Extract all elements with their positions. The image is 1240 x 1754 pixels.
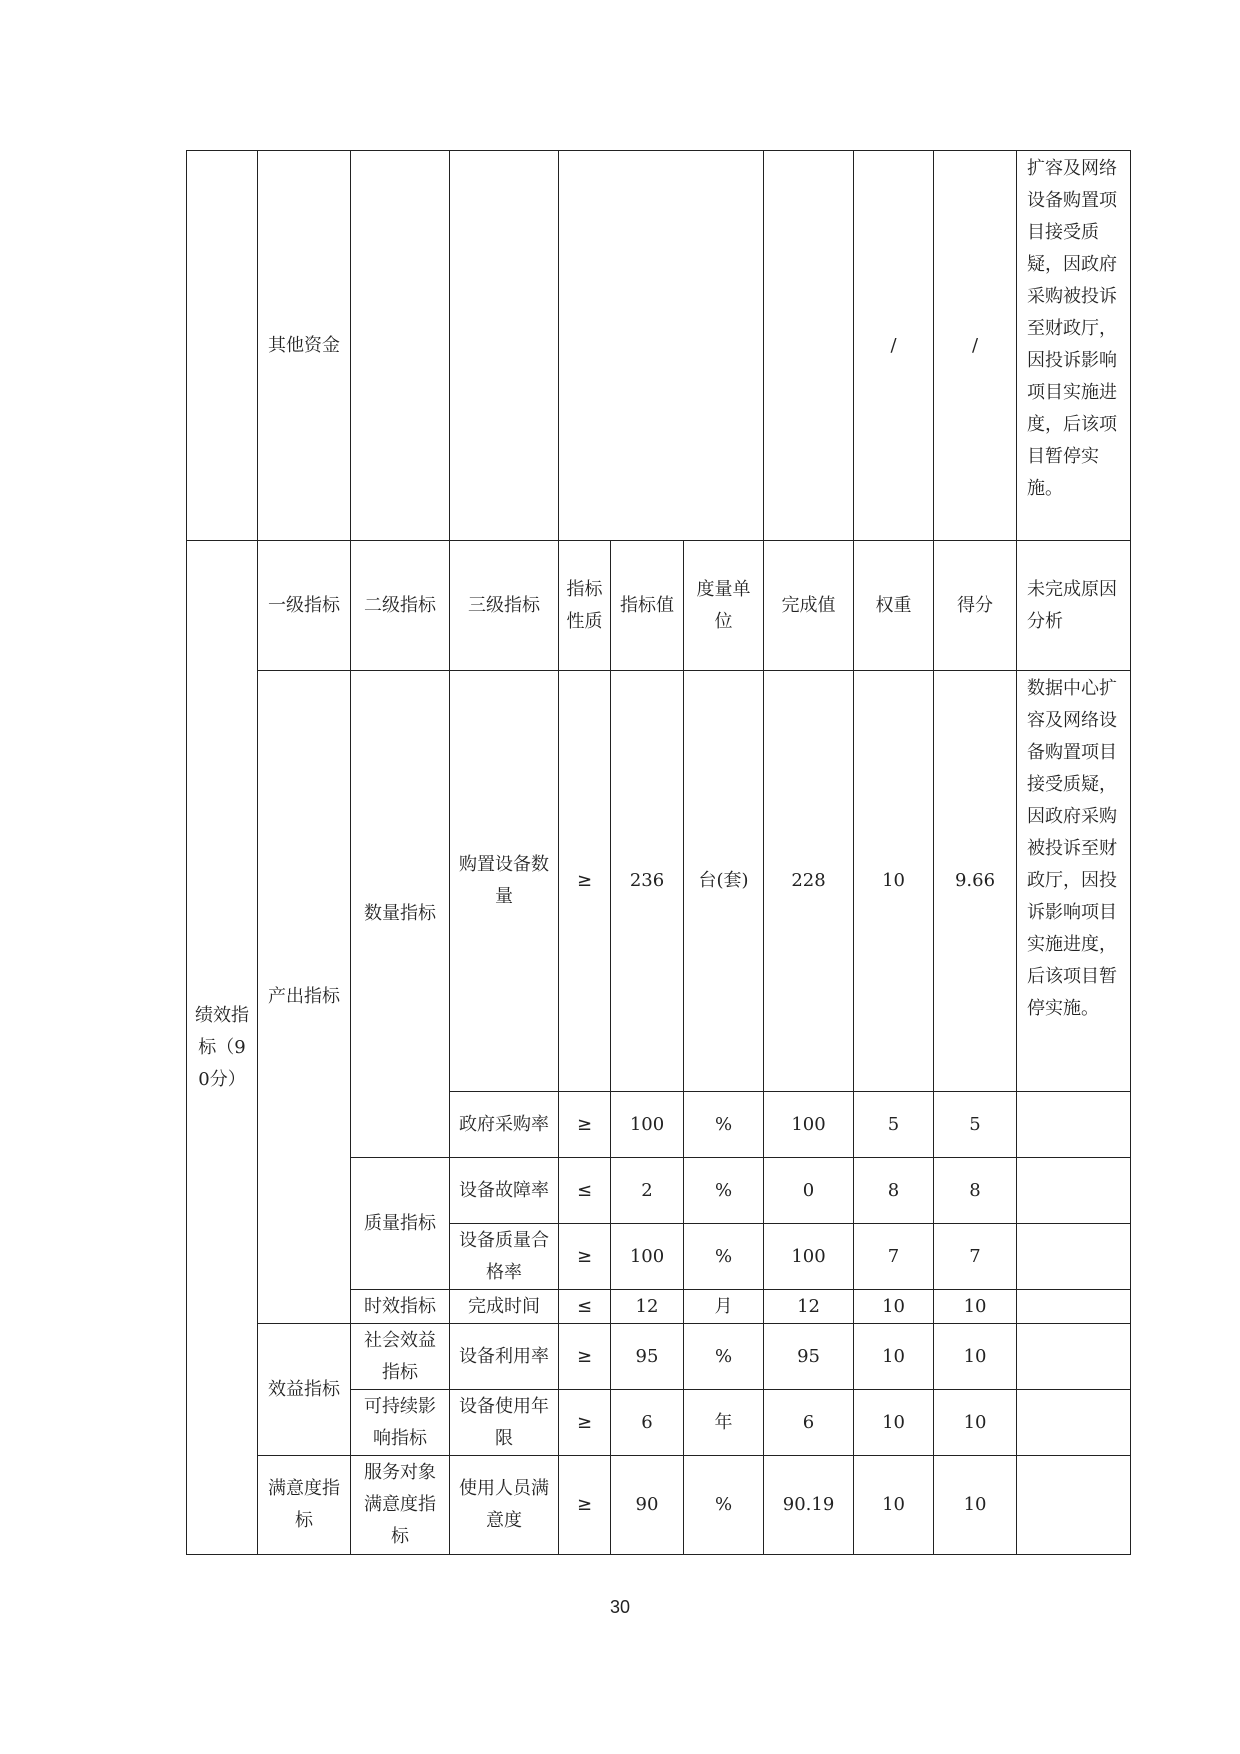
indicator-target: 95 [611, 1324, 684, 1390]
header-score: 得分 [934, 541, 1017, 671]
indicator-score: 10 [934, 1456, 1017, 1555]
indicator-actual: 228 [764, 671, 854, 1092]
subgroup-service: 服务对象满意度指标 [351, 1456, 450, 1555]
indicator-actual: 6 [764, 1390, 854, 1456]
indicator-name: 设备故障率 [450, 1158, 559, 1224]
indicator-actual: 100 [764, 1224, 854, 1290]
indicator-reason [1017, 1290, 1131, 1324]
fund-weight: / [854, 151, 934, 541]
indicator-name: 设备利用率 [450, 1324, 559, 1390]
indicator-name: 设备使用年限 [450, 1390, 559, 1456]
indicator-score: 7 [934, 1224, 1017, 1290]
indicator-nature: ≥ [559, 1224, 611, 1290]
indicator-actual: 95 [764, 1324, 854, 1390]
indicator-weight: 7 [854, 1224, 934, 1290]
header-level1: 一级指标 [258, 541, 351, 671]
header-weight: 权重 [854, 541, 934, 671]
indicator-unit: % [684, 1324, 764, 1390]
indicator-score: 9.66 [934, 671, 1017, 1092]
indicator-score: 5 [934, 1092, 1017, 1158]
header-actual: 完成值 [764, 541, 854, 671]
indicator-score: 10 [934, 1290, 1017, 1324]
indicator-reason: 数据中心扩容及网络设备购置项目接受质疑，因政府采购被投诉至财政厅，因投诉影响项目实施进度，后该项目暂停实施。 [1017, 671, 1131, 1092]
table-row [187, 1456, 1131, 1555]
empty-cell [559, 151, 764, 541]
indicator-name: 完成时间 [450, 1290, 559, 1324]
indicator-weight: 10 [854, 1456, 934, 1555]
section-label: 绩效指标（90分） [187, 541, 258, 1555]
indicator-weight: 10 [854, 1324, 934, 1390]
group-output: 产出指标 [258, 671, 351, 1324]
group-benefit: 效益指标 [258, 1324, 351, 1456]
header-level2: 二级指标 [351, 541, 450, 671]
indicator-unit: 年 [684, 1390, 764, 1456]
indicator-weight: 8 [854, 1158, 934, 1224]
indicator-reason [1017, 1456, 1131, 1555]
indicator-target: 236 [611, 671, 684, 1092]
empty-cell [764, 151, 854, 541]
header-level3: 三级指标 [450, 541, 559, 671]
indicator-nature: ≥ [559, 1390, 611, 1456]
indicator-weight: 10 [854, 1290, 934, 1324]
table-row [187, 671, 1131, 1092]
indicator-actual: 12 [764, 1290, 854, 1324]
indicator-reason [1017, 1224, 1131, 1290]
indicator-unit: % [684, 1224, 764, 1290]
indicator-actual: 0 [764, 1158, 854, 1224]
header-target: 指标值 [611, 541, 684, 671]
subgroup-timeliness: 时效指标 [351, 1290, 450, 1324]
fund-reason: 扩容及网络设备购置项目接受质疑，因政府采购被投诉至财政厅，因投诉影响项目实施进度，后该项目暂停实施。 [1017, 151, 1131, 541]
indicator-target: 2 [611, 1158, 684, 1224]
indicator-target: 90 [611, 1456, 684, 1555]
indicator-nature: ≤ [559, 1290, 611, 1324]
fund-label: 其他资金 [258, 151, 351, 541]
performance-indicator-table [186, 150, 1131, 1555]
indicator-reason [1017, 1158, 1131, 1224]
indicator-score: 8 [934, 1158, 1017, 1224]
page-number: 30 [609, 1597, 631, 1617]
table-row [187, 1324, 1131, 1390]
indicator-weight: 10 [854, 1390, 934, 1456]
indicator-target: 6 [611, 1390, 684, 1456]
empty-cell [351, 151, 450, 541]
indicator-unit: 台(套) [684, 671, 764, 1092]
indicator-name: 购置设备数量 [450, 671, 559, 1092]
fund-score: / [934, 151, 1017, 541]
subgroup-sustainable: 可持续影响指标 [351, 1390, 450, 1456]
other-funds-row [187, 151, 1131, 541]
indicator-nature: ≥ [559, 1456, 611, 1555]
indicator-target: 100 [611, 1224, 684, 1290]
empty-cell [450, 151, 559, 541]
indicator-name: 政府采购率 [450, 1092, 559, 1158]
subgroup-quantity: 数量指标 [351, 671, 450, 1158]
indicator-score: 10 [934, 1390, 1017, 1456]
indicator-actual: 100 [764, 1092, 854, 1158]
header-nature: 指标性质 [559, 541, 611, 671]
indicator-unit: % [684, 1092, 764, 1158]
indicator-weight: 5 [854, 1092, 934, 1158]
group-satisfaction: 满意度指标 [258, 1456, 351, 1555]
subgroup-quality: 质量指标 [351, 1158, 450, 1290]
indicator-unit: 月 [684, 1290, 764, 1324]
indicator-actual: 90.19 [764, 1456, 854, 1555]
header-reason: 未完成原因分析 [1017, 541, 1131, 671]
indicator-nature: ≤ [559, 1158, 611, 1224]
indicator-nature: ≥ [559, 671, 611, 1092]
indicator-reason [1017, 1092, 1131, 1158]
indicator-name: 设备质量合格率 [450, 1224, 559, 1290]
indicator-target: 12 [611, 1290, 684, 1324]
indicator-target: 100 [611, 1092, 684, 1158]
indicator-name: 使用人员满意度 [450, 1456, 559, 1555]
indicator-reason [1017, 1390, 1131, 1456]
indicator-unit: % [684, 1456, 764, 1555]
indicator-nature: ≥ [559, 1324, 611, 1390]
header-unit: 度量单位 [684, 541, 764, 671]
subgroup-social: 社会效益指标 [351, 1324, 450, 1390]
indicator-score: 10 [934, 1324, 1017, 1390]
indicator-weight: 10 [854, 671, 934, 1092]
indicator-reason [1017, 1324, 1131, 1390]
indicator-unit: % [684, 1158, 764, 1224]
indicator-nature: ≥ [559, 1092, 611, 1158]
empty-cell [187, 151, 258, 541]
header-row [187, 541, 1131, 671]
